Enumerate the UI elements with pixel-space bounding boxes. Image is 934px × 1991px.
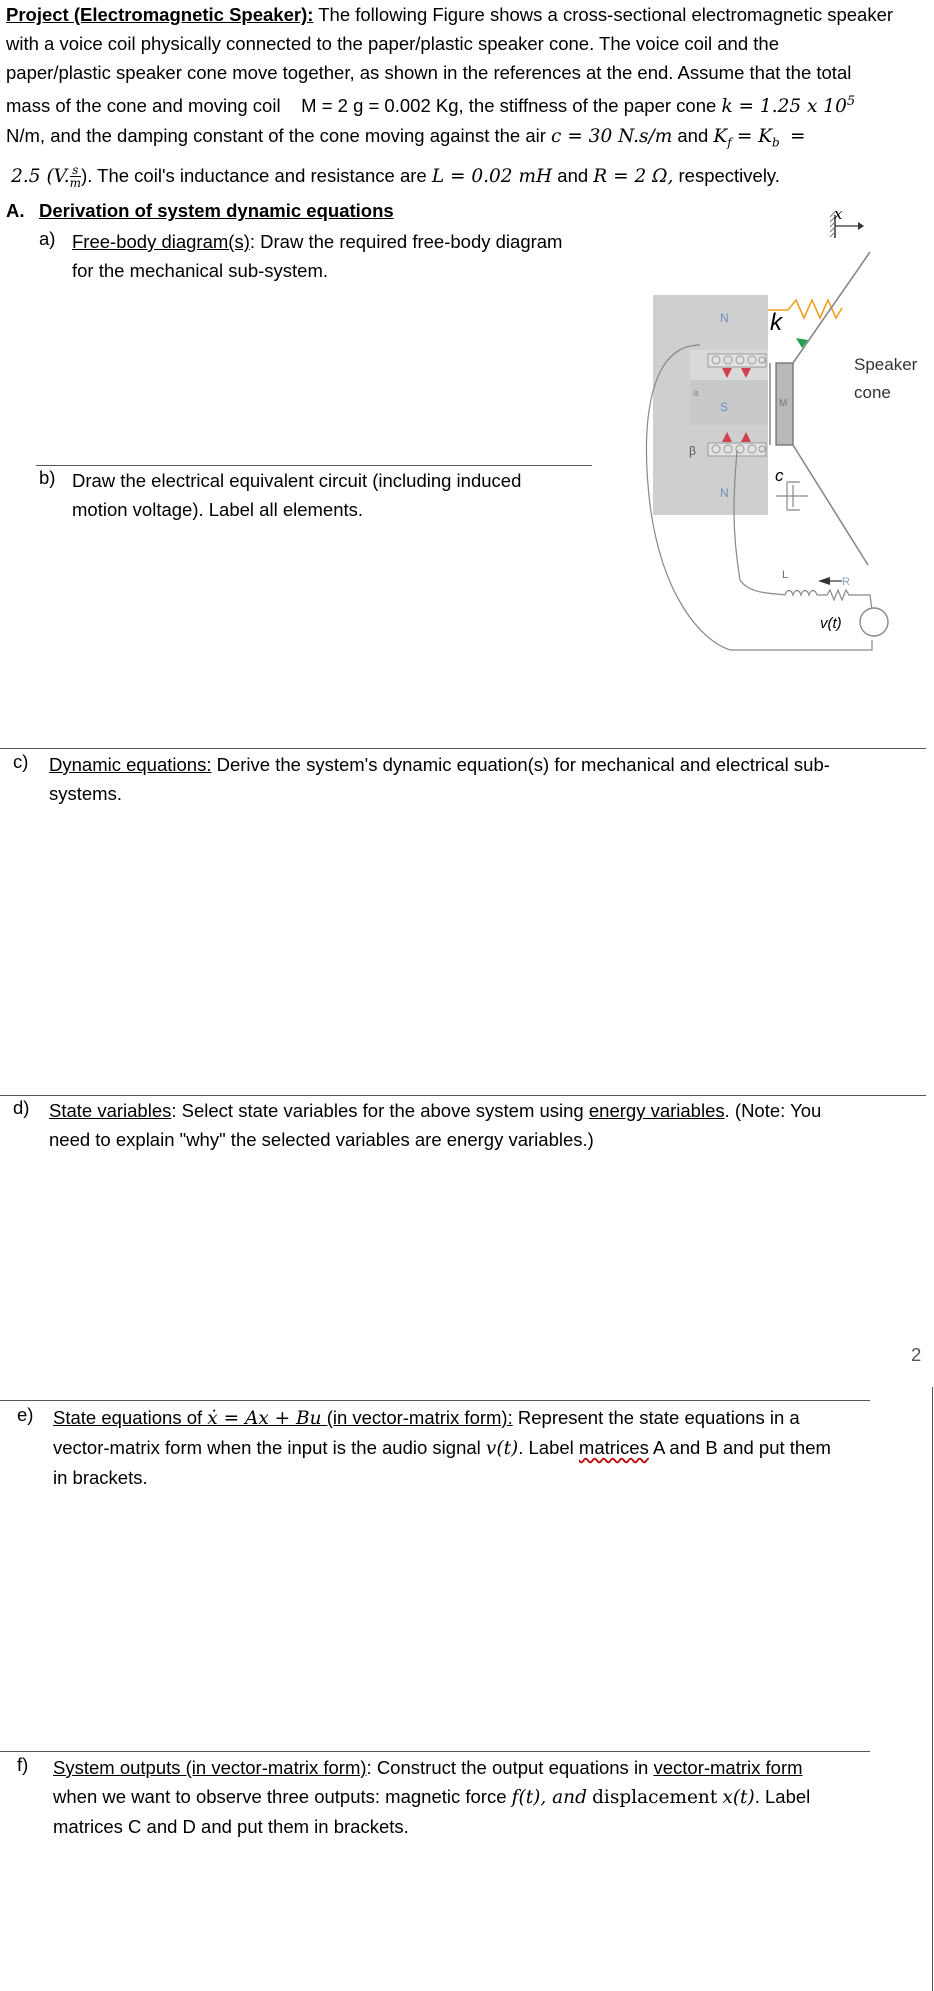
label-beta: β bbox=[689, 444, 696, 458]
label-a: a bbox=[693, 388, 699, 399]
voltage-source bbox=[860, 608, 888, 636]
intro-line-2: with a voice coil physically connected to the paper/plastic speaker cone. The voice coil and the bbox=[6, 33, 779, 54]
item-a-title: Free-body diagram(s) bbox=[72, 231, 250, 252]
project-title: Project (Electromagnetic Speaker): bbox=[6, 4, 314, 25]
divider-e-f bbox=[0, 1751, 870, 1752]
section-a-label: A. bbox=[6, 200, 25, 221]
item-d-text: State variables: Select state variables for the above system using energy variables. (Note: You need to explain "why" the selected variables are energy variables.) bbox=[49, 1100, 822, 1150]
inductor-l bbox=[785, 591, 817, 596]
item-b-label: b) bbox=[39, 467, 56, 488]
label-l: L bbox=[782, 569, 789, 581]
intro-line-3: paper/plastic speaker cone move together, as shown in the references at the end. Assume that the total bbox=[6, 62, 852, 83]
cone-lower bbox=[793, 445, 868, 565]
item-b-text: Draw the electrical equivalent circuit (including induced motion voltage). Label all elements. bbox=[72, 470, 522, 520]
divider-b-c bbox=[0, 748, 926, 749]
item-c-title: Dynamic equations: bbox=[49, 754, 212, 775]
resistor-r bbox=[817, 590, 872, 610]
label-cone: cone bbox=[854, 383, 891, 402]
item-a-label: a) bbox=[39, 228, 56, 249]
label-vt: v(t) bbox=[820, 615, 842, 632]
divider-d-e bbox=[0, 1400, 870, 1401]
label-r: R bbox=[842, 576, 850, 588]
page-edge-line bbox=[932, 1387, 933, 1991]
item-d-label: d) bbox=[13, 1097, 30, 1118]
label-s: S bbox=[720, 400, 729, 414]
label-c: c bbox=[775, 466, 784, 485]
label-speaker: Speaker bbox=[854, 355, 918, 374]
label-n-bottom: N bbox=[720, 486, 729, 500]
speaker-figure bbox=[600, 195, 934, 670]
intro-line-4: mass of the cone and moving coil M = 2 g = 0.002 Kg, the stiffness of the paper cone k = 1.25 x $10^5$ bbox=[6, 94, 856, 118]
intro-line-5: N/m, and the damping constant of the cone moving against the air c = 30 N.s/m and $K_f = K_b$ = bbox=[6, 125, 806, 150]
cone-upper bbox=[793, 252, 870, 363]
item-f-title: System outputs (in vector-matrix form) bbox=[53, 1757, 367, 1778]
item-f-label: f) bbox=[17, 1754, 29, 1775]
item-c-label: c) bbox=[13, 751, 29, 772]
page-number: 2 bbox=[911, 1344, 922, 1365]
intro-paragraph bbox=[6, 0, 921, 191]
fraction-s-over-m: $\frac{s}{m}$ bbox=[69, 163, 82, 191]
item-c-text: Dynamic equations: Derive the system's dynamic equation(s) for mechanical and electrical sub- systems. bbox=[49, 754, 830, 804]
item-f-text: System outputs (in vector-matrix form): Construct the output equations in vector-matrix form when we want to observe three outputs: magnetic force f(t), and displacement x(t). Label matrices C and D and put them in brackets. bbox=[53, 1757, 811, 1837]
label-n-top: N bbox=[720, 311, 729, 325]
x-axis-label: x bbox=[834, 205, 843, 223]
label-m: M bbox=[779, 398, 788, 409]
item-d-title: State variables bbox=[49, 1100, 172, 1121]
item-e-title: State equations of ẋ = Ax + Bu (in vector-matrix form): bbox=[53, 1407, 513, 1429]
label-k: k bbox=[770, 309, 782, 336]
intro-line-1: Project (Electromagnetic Speaker): The following Figure shows a cross-sectional electromagnetic speaker bbox=[6, 4, 894, 25]
item-e-text: State equations of ẋ = Ax + Bu (in vector-matrix form): Represent the state equations in a vector-matrix form when the input is the audio signal v(t). Label matrices A and B and put them in brackets. bbox=[53, 1407, 831, 1488]
item-e-label: e) bbox=[17, 1404, 34, 1425]
item-a-text: Free-body diagram(s): Draw the required free-body diagram for the mechanical sub-system. bbox=[72, 231, 563, 281]
section-a-title: Derivation of system dynamic equations bbox=[39, 200, 394, 221]
intro-line-6: 2.5 (V. $\frac{s}{m}$ ). The coil's inductance and resistance are L = 0.02 mH and R = 2 Ω, respectively. bbox=[11, 163, 780, 191]
